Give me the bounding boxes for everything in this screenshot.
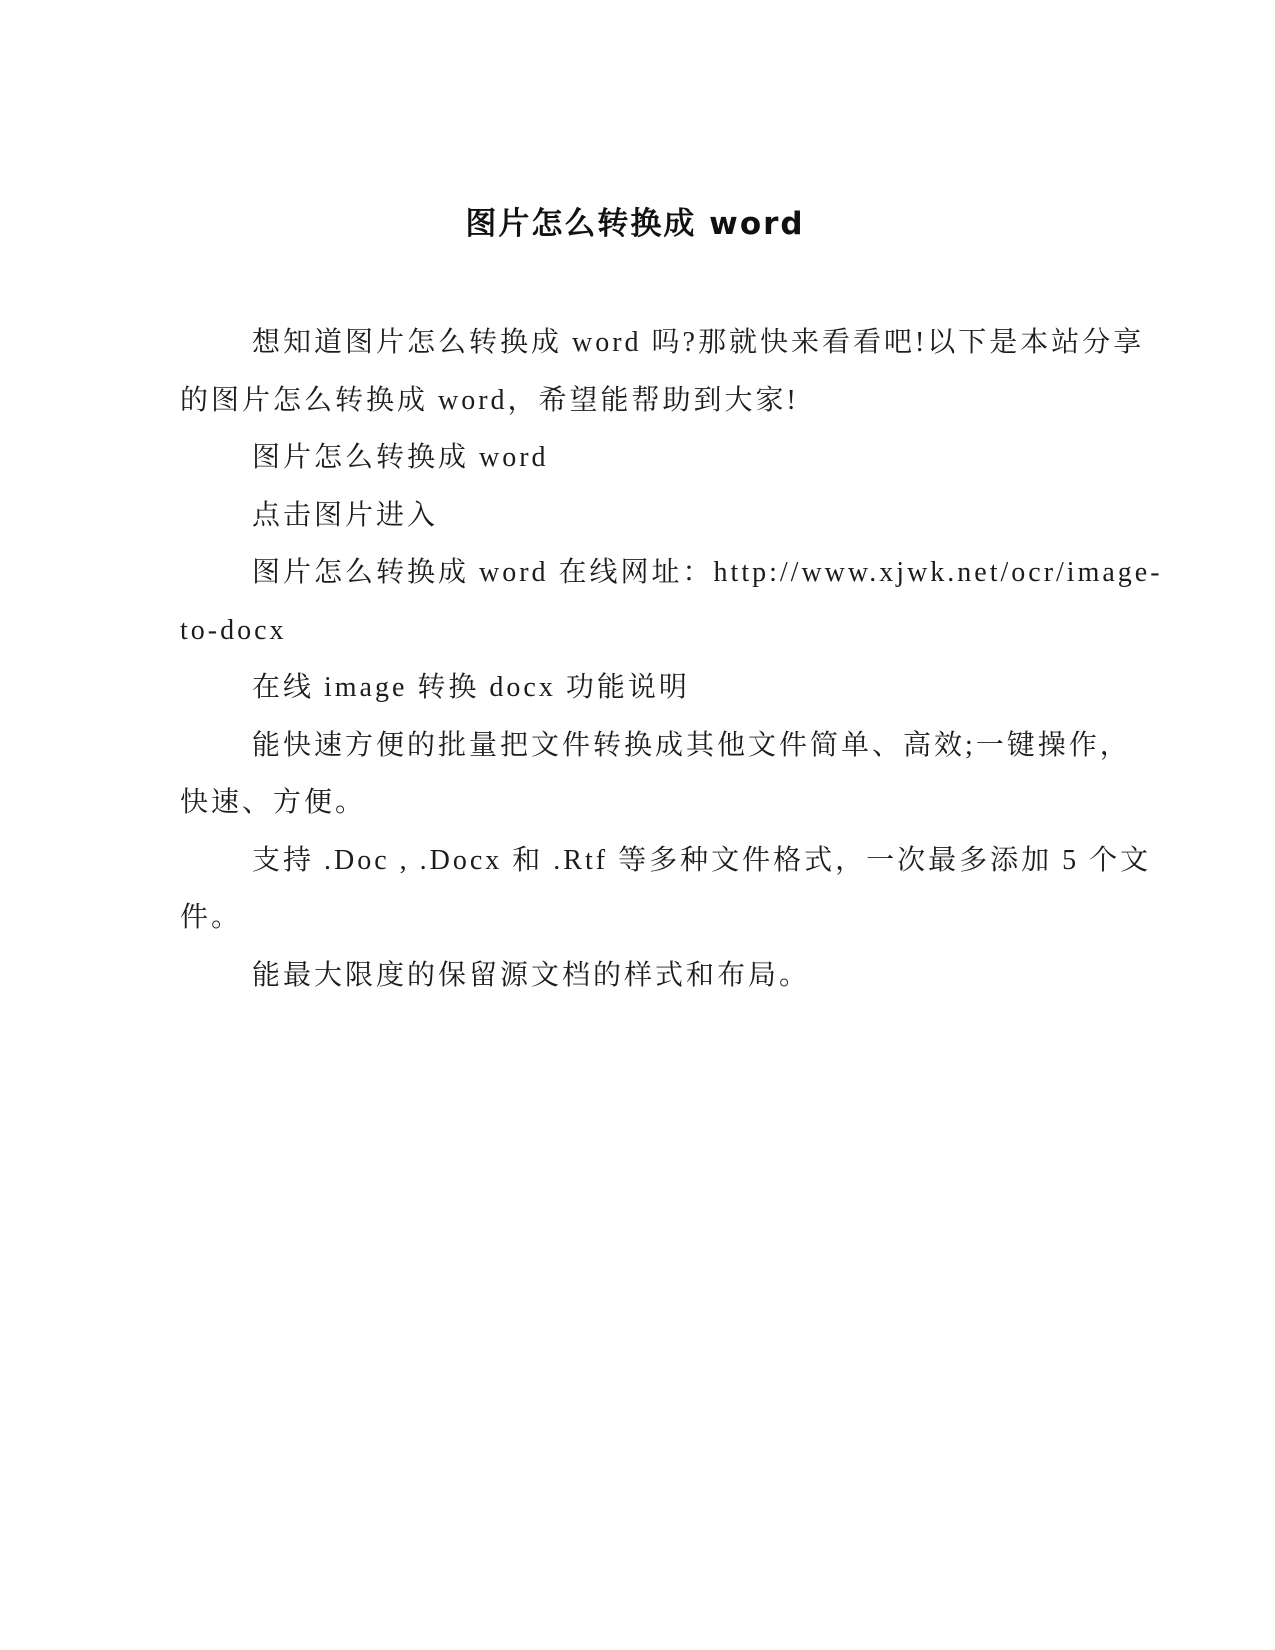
text-line: 能最大限度的保留源文档的样式和布局。 [252,959,811,991]
text-line: 的图片怎么转换成 word，希望能帮助到大家! [180,384,799,416]
text-line: 图片怎么转换成 word 在线网址：http://www.xjwk.net/ocr/image- [252,557,1163,588]
text-line: 想知道图片怎么转换成 word 吗?那就快来看看吧!以下是本站分享 [252,327,1145,358]
document-body [180,314,1163,1004]
text-line: 件。 [180,902,243,933]
text-line: 快速、方便。 [180,787,367,818]
text-line: 点击图片进入 [252,499,439,531]
text-line: 图片怎么转换成 word [252,442,549,473]
text-line: 能快速方便的批量把文件转换成其他文件简单、高效;一键操作， [252,729,1131,761]
text-line: 支持 .Doc , .Docx 和 .Rtf 等多种文件格式，一次最多添加 5 个文 [252,844,1152,876]
document-title: 图片怎么转换成 word [465,206,805,242]
text-line: 在线 image 转换 docx 功能说明 [252,672,690,703]
text-line: to-docx [180,614,287,646]
